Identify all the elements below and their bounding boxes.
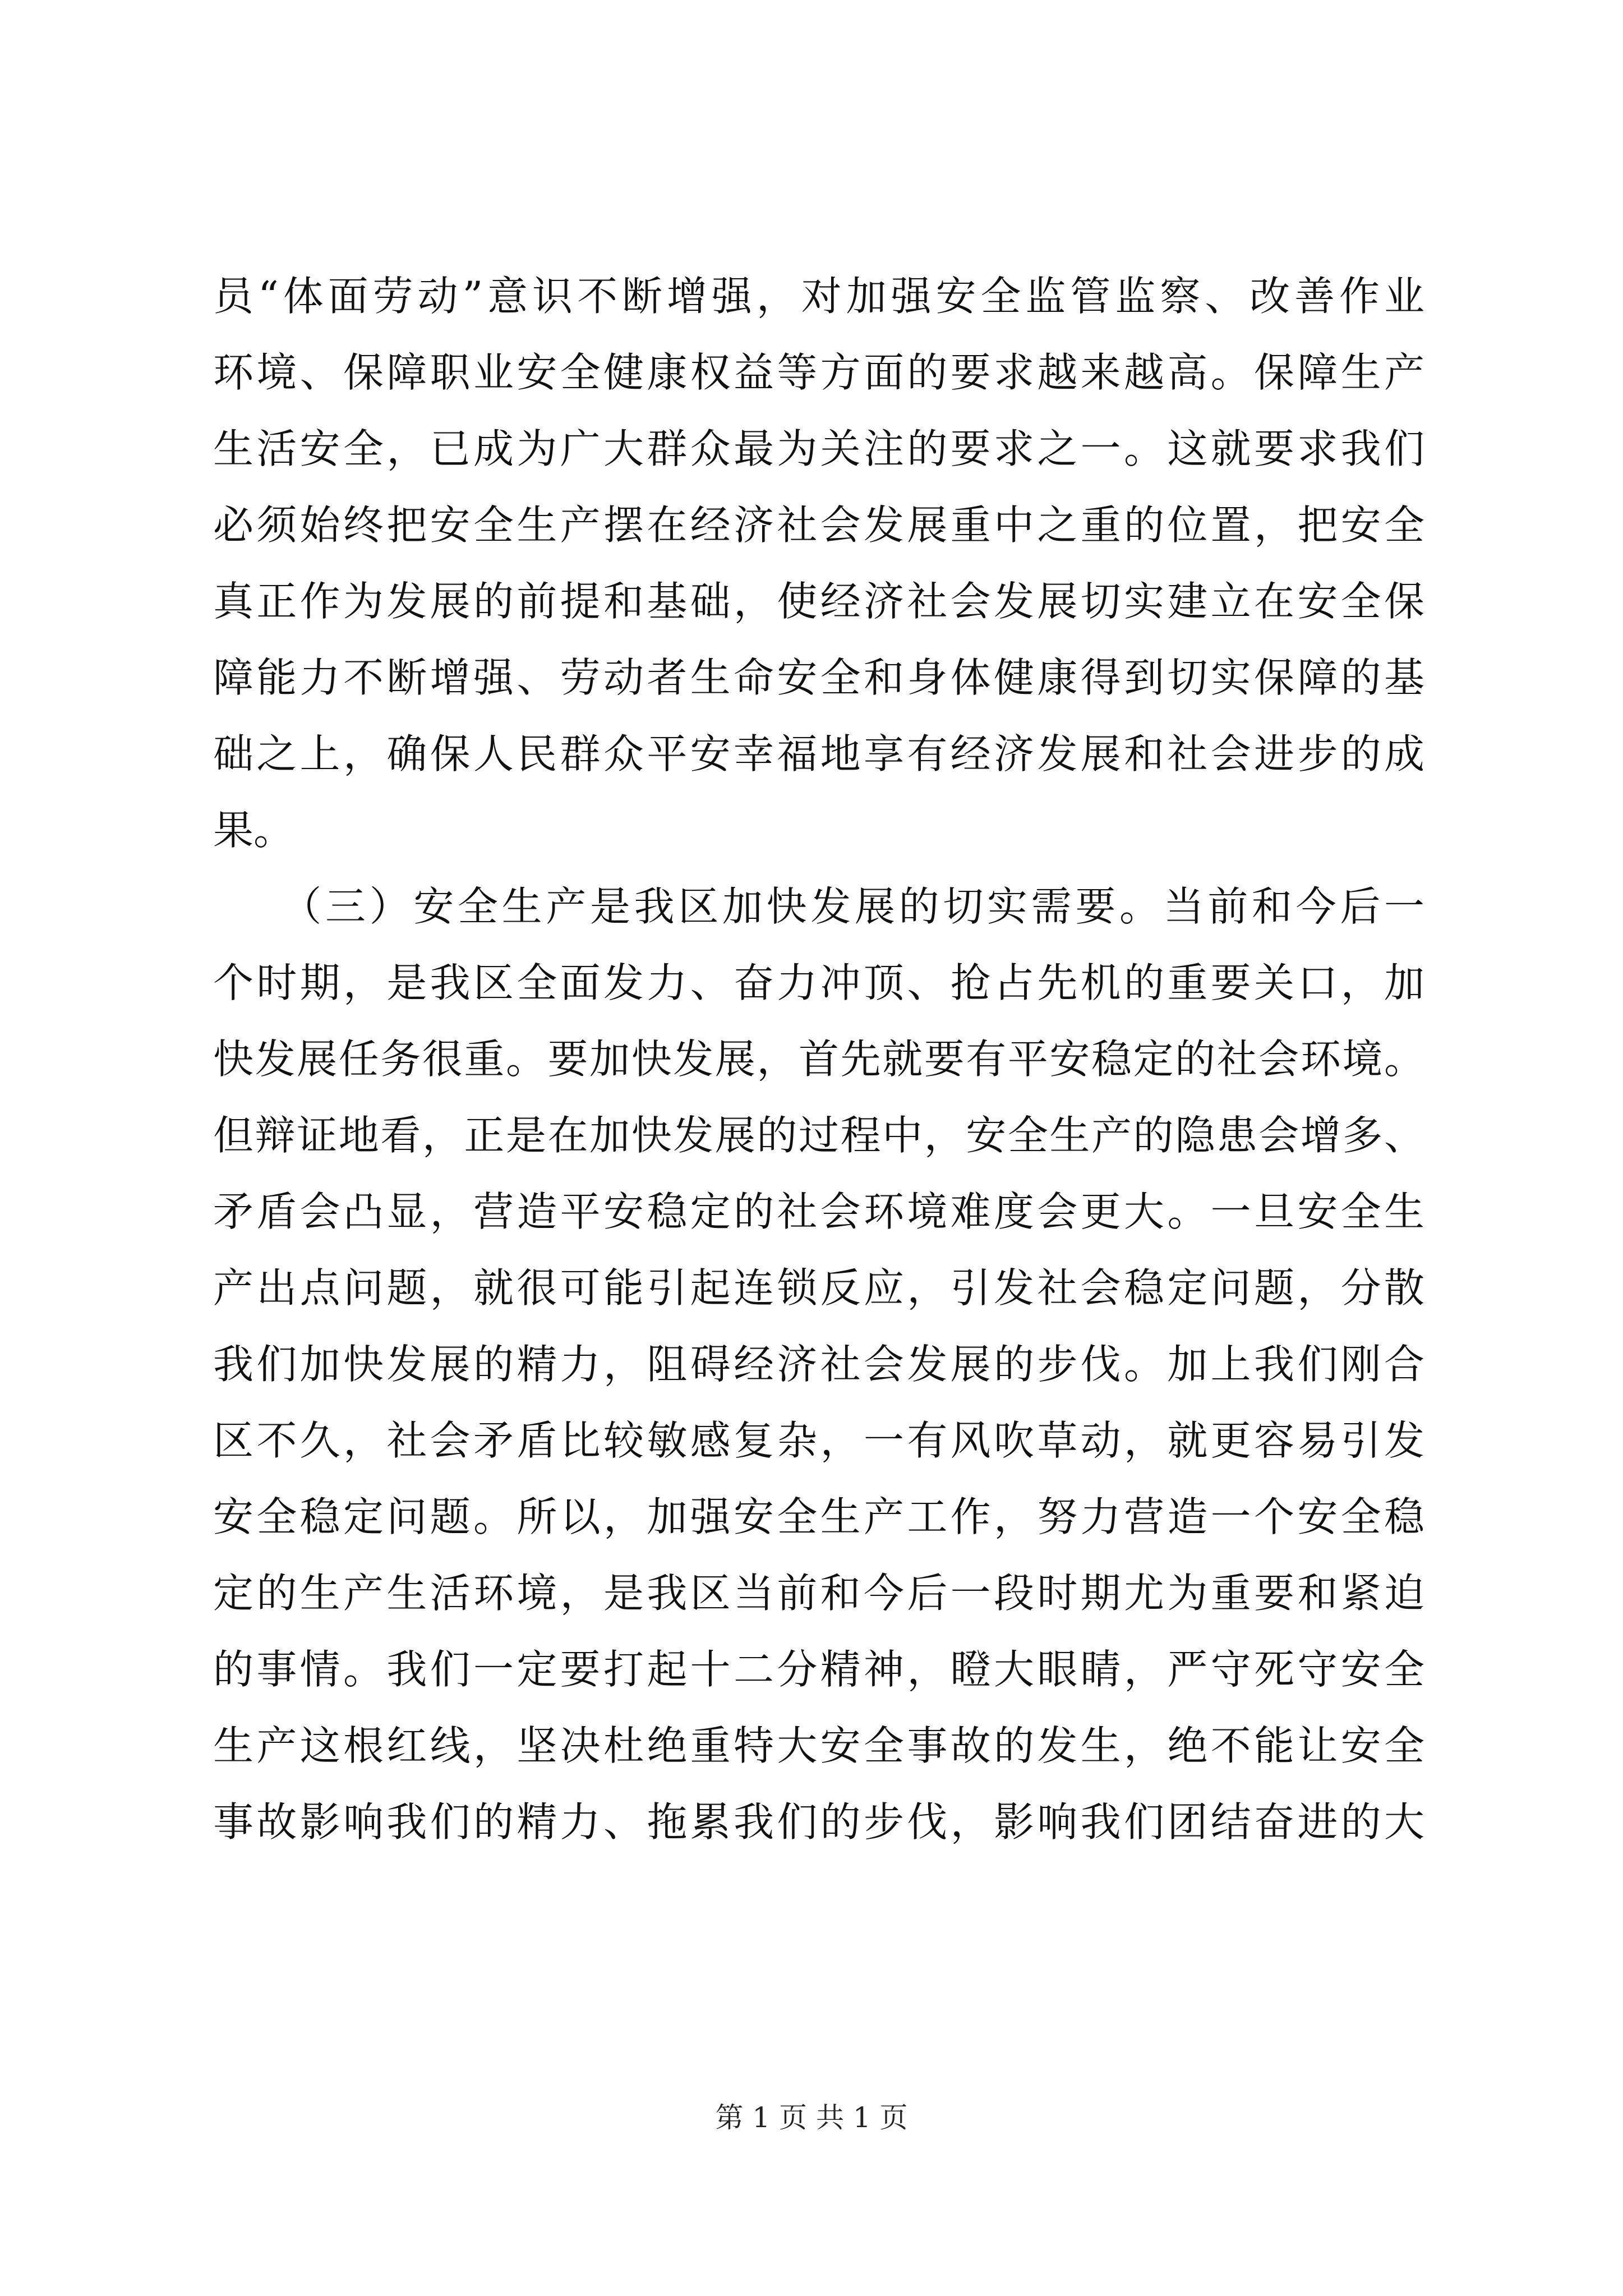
- text-line: 快发展任务很重。要加快发展，首先就要有平安稳定的社会环境。: [213, 1036, 1424, 1083]
- text-line: 础之上，确保人民群众平安幸福地享有经济发展和社会进步的成: [213, 730, 1424, 777]
- text-line: 真正作为发展的前提和基础，使经济社会发展切实建立在安全保: [213, 578, 1424, 625]
- text-line: 员“体面劳动”意识不断增强，对加强安全监管监察、改善作业: [213, 273, 1424, 320]
- text-line: 安全稳定问题。所以，加强安全生产工作，努力营造一个安全稳: [213, 1493, 1424, 1540]
- text-line: 矛盾会凸显，营造平安稳定的社会环境难度会更大。一旦安全生: [213, 1188, 1424, 1235]
- text-line: 生活安全，已成为广大群众最为关注的要求之一。这就要求我们: [213, 425, 1424, 472]
- section-heading-line: （三）安全生产是我区加快发展的切实需要。当前和今后一: [213, 883, 1424, 930]
- text-line: 环境、保障职业安全健康权益等方面的要求越来越高。保障生产: [213, 349, 1424, 396]
- text-line: 区不久，社会矛盾比较敏感复杂，一有风吹草动，就更容易引发: [213, 1417, 1424, 1464]
- text-line: 定的生产生活环境，是我区当前和今后一段时期尤为重要和紧迫: [213, 1570, 1424, 1617]
- text-line: 果。: [213, 807, 294, 854]
- text-line: 障能力不断增强、劳动者生命安全和身体健康得到切实保障的基: [213, 654, 1424, 701]
- text-line: 但辩证地看，正是在加快发展的过程中，安全生产的隐患会增多、: [213, 1112, 1424, 1159]
- text-line: 必须始终把安全生产摆在经济社会发展重中之重的位置，把安全: [213, 501, 1424, 549]
- text-line: 生产这根红线，坚决杜绝重特大安全事故的发生，绝不能让安全: [213, 1722, 1424, 1769]
- text-line: 的事情。我们一定要打起十二分精神，瞪大眼睛，严守死守安全: [213, 1646, 1424, 1693]
- text-line: 我们加快发展的精力，阻碍经济社会发展的步伐。加上我们刚合: [213, 1341, 1424, 1388]
- text-line: 个时期，是我区全面发力、奋力冲顶、抢占先机的重要关口，加: [213, 959, 1424, 1006]
- text-line: 事故影响我们的精力、拖累我们的步伐，影响我们团结奋进的大: [213, 1798, 1424, 1846]
- text-line: 产出点问题，就很可能引起连锁反应，引发社会稳定问题，分散: [213, 1264, 1424, 1312]
- page-number: 第 1 页 共 1 页: [715, 2101, 908, 2134]
- body-text: [213, 258, 1424, 1860]
